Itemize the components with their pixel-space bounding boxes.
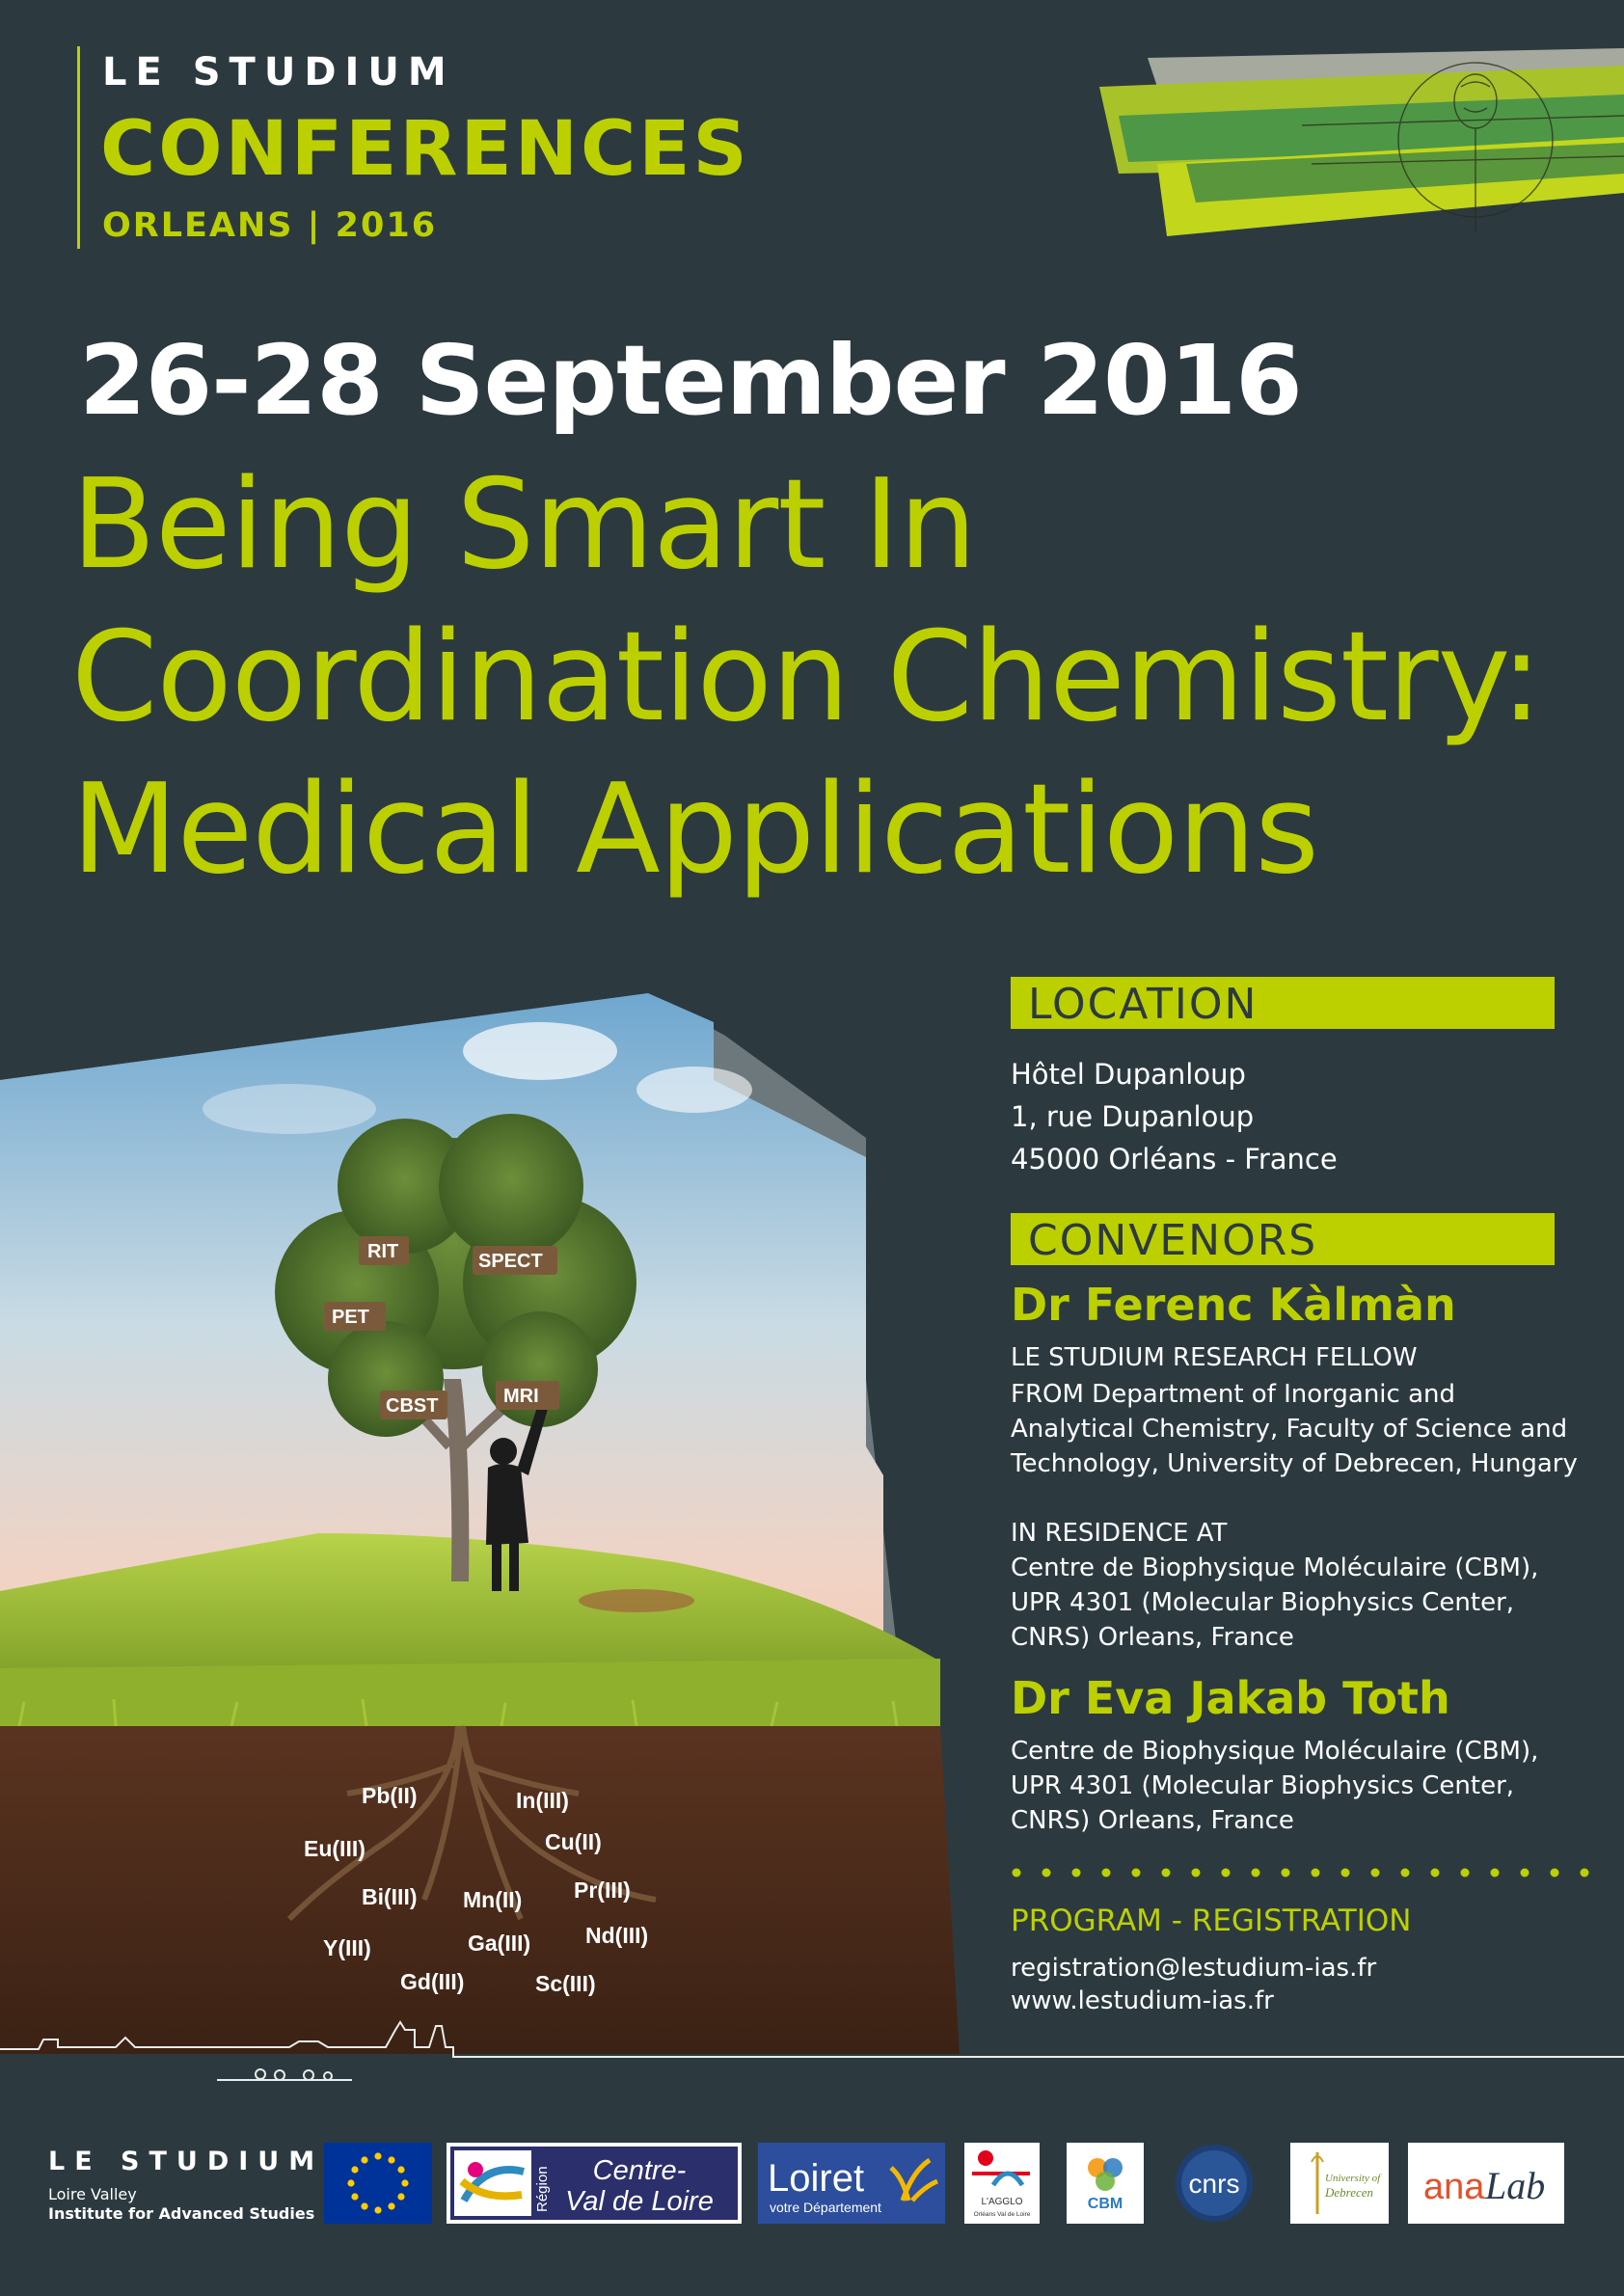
footer-brand-region: Loire Valley bbox=[48, 2185, 137, 2203]
root-label-nd: Nd(III) bbox=[585, 1923, 649, 1948]
tree-label-pet: PET bbox=[332, 1307, 369, 1328]
brand-city-year: ORLEANS | 2016 bbox=[102, 206, 438, 245]
loiret-logo bbox=[758, 2143, 945, 2224]
svg-text:Région: Région bbox=[534, 2166, 551, 2212]
agglo-orleans-logo bbox=[964, 2143, 1040, 2224]
tree-label-rit: RIT bbox=[367, 1241, 399, 1262]
svg-text:CBM: CBM bbox=[1087, 2196, 1123, 2212]
convenor-1-residence-label: IN RESIDENCE AT bbox=[1011, 1519, 1228, 1548]
tree-label-spect: SPECT bbox=[478, 1251, 543, 1272]
dotted-divider bbox=[1011, 1867, 1589, 1878]
svg-text:cnrs: cnrs bbox=[1188, 2169, 1240, 2199]
brand-name: LE STUDIUM bbox=[102, 50, 455, 95]
convenor-1-origin-line-1: FROM Department of Inorganic and bbox=[1011, 1380, 1456, 1409]
convenor-1-residence-line-2: UPR 4301 (Molecular Biophysics Center, bbox=[1011, 1588, 1515, 1617]
cbm-logo bbox=[1067, 2143, 1144, 2224]
svg-text:Loiret: Loiret bbox=[768, 2157, 865, 2200]
website-link[interactable]: www.lestudium-ias.fr bbox=[1011, 1986, 1274, 2015]
convenors-heading: CONVENORS bbox=[1028, 1216, 1318, 1265]
eu-flag-logo bbox=[324, 2143, 432, 2224]
root-label-y: Y(III) bbox=[323, 1935, 371, 1960]
root-label-sc: Sc(III) bbox=[535, 1971, 596, 1996]
analab-logo bbox=[1408, 2143, 1564, 2224]
tree-label-mri: MRI bbox=[503, 1386, 539, 1407]
root-label-pr: Pr(III) bbox=[574, 1877, 631, 1903]
root-label-in: In(III) bbox=[516, 1788, 569, 1813]
location-address bbox=[1011, 1053, 1338, 1180]
convenor-1-origin-line-3: Technology, University of Debrecen, Hungary bbox=[1011, 1449, 1578, 1478]
root-label-bi: Bi(III) bbox=[362, 1884, 418, 1909]
event-title-line-3: Medical Applications bbox=[71, 758, 1318, 902]
svg-text:L'AGGLO: L'AGGLO bbox=[981, 2197, 1023, 2207]
convenors-heading-bar bbox=[1011, 1213, 1555, 1265]
tree-illustration bbox=[0, 993, 974, 2073]
convenor-1-residence-line-1: Centre de Biophysique Moléculaire (CBM), bbox=[1011, 1553, 1539, 1582]
root-label-pb: Pb(II) bbox=[362, 1783, 418, 1808]
convenor-1-origin bbox=[1011, 1377, 1578, 1481]
registration-email[interactable]: registration@lestudium-ias.fr bbox=[1011, 1954, 1377, 1983]
convenor-2-affiliation-line-3: CNRS) Orleans, France bbox=[1011, 1806, 1294, 1835]
convenor-2-affiliation-line-2: UPR 4301 (Molecular Biophysics Center, bbox=[1011, 1771, 1515, 1800]
svg-text:Lab: Lab bbox=[1485, 2164, 1546, 2207]
location-heading: LOCATION bbox=[1028, 980, 1259, 1029]
orleans-skyline bbox=[0, 2020, 1624, 2088]
convenor-1-name: Dr Ferenc Kàlmàn bbox=[1011, 1279, 1456, 1331]
convenor-1-residence-line-3: CNRS) Orleans, France bbox=[1011, 1623, 1294, 1652]
svg-text:ana: ana bbox=[1423, 2167, 1485, 2207]
brand-conferences: CONFERENCES bbox=[100, 106, 750, 193]
root-label-ga: Ga(III) bbox=[468, 1931, 531, 1956]
convenor-2-affiliation bbox=[1011, 1734, 1538, 1838]
location-line-3: 45000 Orléans - France bbox=[1011, 1143, 1338, 1175]
decorative-tape-strips bbox=[1090, 48, 1624, 246]
university-debrecen-logo bbox=[1290, 2143, 1389, 2224]
convenor-1-origin-line-2: Analytical Chemistry, Faculty of Science and bbox=[1011, 1415, 1568, 1444]
convenor-1-residence bbox=[1011, 1516, 1538, 1655]
svg-text:Centre-: Centre- bbox=[592, 2155, 687, 2186]
convenor-2-name: Dr Eva Jakab Toth bbox=[1011, 1672, 1450, 1724]
brand-rule bbox=[77, 46, 80, 249]
tree-label-cbst: CBST bbox=[386, 1395, 439, 1417]
svg-text:Orléans Val de Loire: Orléans Val de Loire bbox=[973, 2211, 1031, 2218]
event-title-line-1: Being Smart In bbox=[71, 453, 976, 597]
svg-text:votre Département: votre Département bbox=[770, 2200, 881, 2215]
location-line-2: 1, rue Dupanloup bbox=[1011, 1100, 1255, 1133]
region-centre-logo bbox=[447, 2143, 742, 2224]
cnrs-logo bbox=[1171, 2143, 1258, 2224]
root-label-cu: Cu(II) bbox=[545, 1829, 602, 1854]
svg-text:Val de Loire: Val de Loire bbox=[565, 2186, 714, 2217]
root-label-mn: Mn(II) bbox=[463, 1887, 523, 1912]
convenor-2-affiliation-line-1: Centre de Biophysique Moléculaire (CBM), bbox=[1011, 1737, 1539, 1766]
root-label-eu: Eu(III) bbox=[304, 1836, 365, 1861]
location-line-1: Hôtel Dupanloup bbox=[1011, 1058, 1246, 1091]
location-heading-bar bbox=[1011, 977, 1555, 1029]
convenor-1-role: LE STUDIUM RESEARCH FELLOW bbox=[1011, 1343, 1418, 1372]
svg-text:University of: University of bbox=[1325, 2173, 1381, 2184]
event-title-line-2: Coordination Chemistry: bbox=[71, 606, 1542, 749]
root-label-gd: Gd(III) bbox=[400, 1969, 465, 1994]
svg-text:Debrecen: Debrecen bbox=[1325, 2185, 1374, 2200]
footer-brand-name: LE STUDIUM bbox=[48, 2147, 325, 2176]
program-registration-heading: PROGRAM - REGISTRATION bbox=[1011, 1904, 1412, 1938]
footer-brand-institute: Institute for Advanced Studies bbox=[48, 2204, 315, 2223]
event-date: 26-28 September 2016 bbox=[79, 324, 1302, 437]
